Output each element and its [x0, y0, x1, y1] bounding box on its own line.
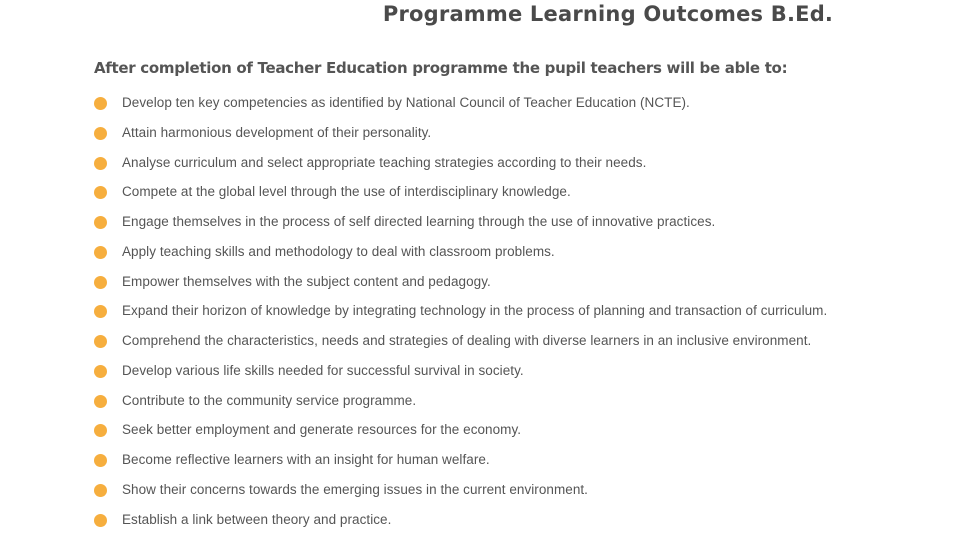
- outcome-text: Apply teaching skills and methodology to deal with classroom problems.: [122, 243, 555, 259]
- outcome-text: Seek better employment and generate resources for the economy.: [122, 422, 522, 438]
- bullet-dot-icon: [94, 157, 107, 170]
- intro-text: After completion of Teacher Education programme the pupil teachers will be able to:: [94, 59, 788, 77]
- bullet-dot-icon: [94, 97, 107, 110]
- bullet-dot-icon: [94, 186, 107, 199]
- outcome-text: Become reflective learners with an insight for human welfare.: [122, 452, 490, 467]
- bullet-dot-icon: [94, 424, 107, 437]
- outcome-text: Comprehend the characteristics, needs and strategies of dealing with diverse learners in an inclusive environment.: [122, 333, 812, 348]
- outcome-text: Engage themselves in the process of self directed learning through the use of innovative practices.: [122, 214, 716, 229]
- outcome-text: Analyse curriculum and select appropriate teaching strategies according to their needs.: [122, 154, 647, 170]
- outcome-text: Expand their horizon of knowledge by integrating technology in the process of planning and transaction of curriculum.: [122, 303, 828, 319]
- bullet-dot-icon: [94, 216, 107, 229]
- bullet-dot-icon: [94, 484, 107, 497]
- outcome-text: Establish a link between theory and practice.: [122, 511, 392, 527]
- bullet-dot-icon: [94, 395, 107, 408]
- outcome-item: [94, 296, 827, 326]
- outcome-text: Contribute to the community service programme.: [122, 392, 417, 408]
- page-title: Programme Learning Outcomes B.Ed.: [382, 2, 834, 26]
- outcome-item: [94, 118, 827, 148]
- outcome-text: Develop ten key competencies as identified by National Council of Teacher Education (NCTE).: [122, 95, 690, 110]
- outcome-item: [94, 88, 827, 118]
- outcome-item: [94, 475, 827, 505]
- outcome-item: [94, 386, 827, 416]
- outcome-text: Attain harmonious development of their personality.: [122, 124, 432, 140]
- bullet-dot-icon: [94, 454, 107, 467]
- outcome-item: [94, 267, 827, 297]
- outcome-text: Empower themselves with the subject content and pedagogy.: [122, 273, 491, 289]
- bullet-dot-icon: [94, 514, 107, 527]
- bullet-dot-icon: [94, 365, 107, 378]
- outcome-item: [94, 148, 827, 178]
- bullet-dot-icon: [94, 305, 107, 318]
- outcome-text: Develop various life skills needed for successful survival in society.: [122, 362, 524, 378]
- outcome-text: Show their concerns towards the emerging issues in the current environment.: [122, 481, 588, 497]
- bullet-dot-icon: [94, 276, 107, 289]
- outcome-item: [94, 356, 827, 386]
- outcome-text: Compete at the global level through the use of interdisciplinary knowledge.: [122, 184, 571, 200]
- outcome-item: [94, 445, 827, 475]
- outcome-item: [94, 326, 827, 356]
- outcome-item: [94, 237, 827, 267]
- outcome-item: [94, 207, 827, 237]
- outcome-item: [94, 177, 827, 207]
- outcome-item: [94, 505, 827, 535]
- bullet-dot-icon: [94, 127, 107, 140]
- bullet-dot-icon: [94, 246, 107, 259]
- bullet-dot-icon: [94, 335, 107, 348]
- outcome-item: [94, 415, 827, 445]
- outcomes-list: [94, 88, 827, 534]
